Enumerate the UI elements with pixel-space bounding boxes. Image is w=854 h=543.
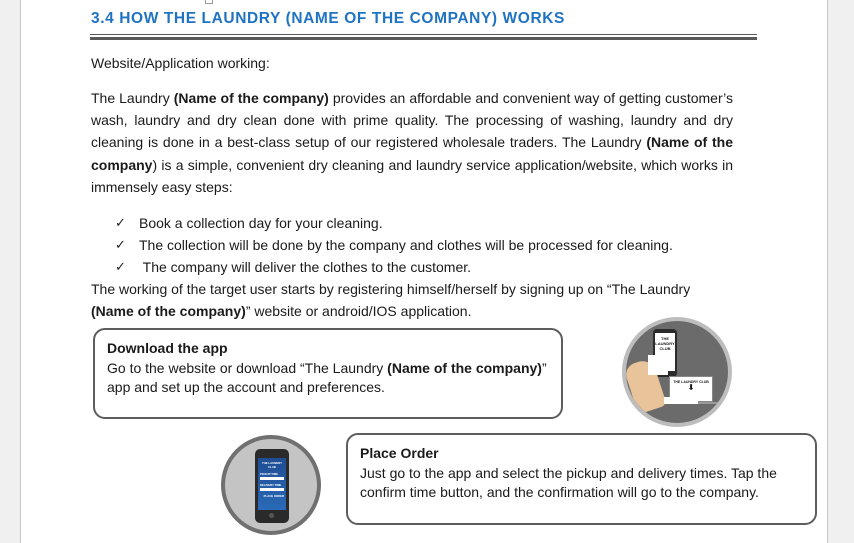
subheading: Website/Application working:	[91, 55, 270, 71]
heading-rule-thick	[90, 37, 757, 40]
checkmark-icon: ✓	[115, 237, 126, 252]
step-title: Download the app	[107, 340, 228, 356]
step-text: ” app and set up the account and preferences.	[107, 359, 547, 395]
intro-text-1: The Laundry	[91, 90, 174, 106]
label-patch	[648, 355, 668, 375]
intro-text-2: provides an affordable and convenient way of getting customer’s wash, laundry and dry clean done with prime quality. The processing of washing, laundry and dry cleaning is done in a best-class setup of our registered wholesale traders. The Laundry	[91, 90, 733, 151]
object-anchor-handle[interactable]	[205, 0, 213, 4]
intro-text-3: ) is a simple, convenient dry cleaning and laundry service application/website, which works in immensely easy steps:	[91, 156, 733, 195]
laptop-screen-text: THE LAUNDRY CLUB	[673, 380, 709, 384]
checklist-item-text: Book a collection day for your cleaning.	[139, 215, 383, 231]
registration-text-1: The working of the target user starts by registering himself/herself by signing up on “The Laundry	[91, 281, 691, 297]
heading-rule-thin	[90, 34, 757, 35]
checklist-item-text: The company will deliver the clothes to the customer.	[139, 259, 472, 275]
place-order-illustration	[221, 435, 321, 535]
intro-paragraph	[91, 87, 733, 198]
company-name-placeholder: (Name of the company	[91, 134, 733, 173]
company-name-placeholder: (Name of the company)	[173, 90, 329, 106]
delivery-field	[260, 488, 284, 491]
download-arrow-icon: ⬇	[687, 383, 695, 392]
step-text: Just go to the app and select the pickup and delivery times. Tap the confirm time button, and the confirmation will go to the company.	[360, 464, 777, 500]
checklist-item	[115, 234, 673, 256]
label-patch	[664, 397, 698, 404]
company-name-placeholder: (Name of the company)	[91, 303, 246, 320]
checklist-item-text: The collection will be done by the company and clothes will be processed for cleaning.	[139, 237, 673, 253]
checklist-item	[115, 256, 673, 278]
checkmark-icon: ✓	[115, 215, 126, 230]
company-name-placeholder: (Name of the company)	[387, 359, 542, 376]
phone-screen: THE LAUNDRY CLUB	[655, 333, 675, 371]
home-button	[269, 513, 274, 518]
phone-icon	[255, 449, 289, 523]
section-heading: 3.4 HOW THE LAUNDRY (NAME OF THE COMPANY) WORKS	[91, 10, 565, 27]
checkmark-icon: ✓	[115, 259, 126, 274]
step-title: Place Order	[360, 445, 439, 461]
pickup-field	[260, 477, 284, 480]
pickup-label: PICKUP TIME	[260, 472, 278, 476]
step-box-download-app	[93, 328, 563, 419]
registration-paragraph	[91, 278, 733, 322]
checklist-item	[115, 212, 673, 234]
steps-checklist	[115, 212, 673, 278]
step-text: Go to the website or download “The Laundry	[107, 359, 388, 376]
download-app-illustration	[622, 317, 732, 427]
app-title: THE LAUNDRY CLUB	[262, 461, 282, 469]
step-box-place-order	[346, 433, 817, 525]
delivery-label: DELIVERY TIME	[260, 483, 282, 487]
phone-screen	[258, 458, 286, 510]
place-order-label: PLACE ORDER	[263, 494, 284, 498]
registration-text-2: ” website or android/IOS application.	[245, 303, 472, 320]
